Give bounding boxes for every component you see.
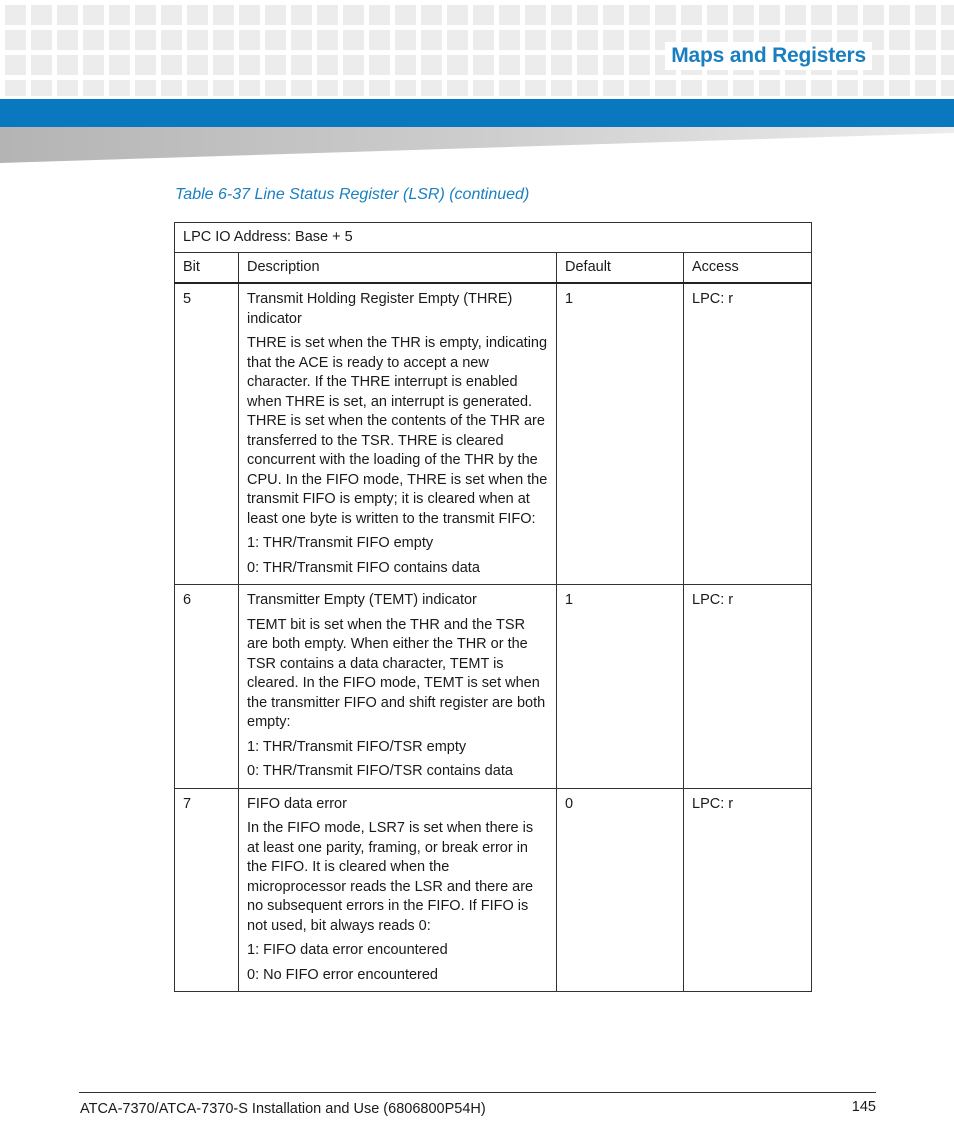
bit-cell: 6 — [175, 585, 239, 789]
column-header-bit: Bit — [175, 252, 239, 283]
register-table — [174, 222, 812, 992]
page-number: 145 — [851, 1099, 876, 1115]
address-cell: LPC IO Address: Base + 5 — [175, 223, 812, 253]
description-cell — [239, 788, 557, 992]
field-title: Transmit Holding Register Empty (THRE) indicator — [247, 291, 513, 327]
field-body: THRE is set when the THR is empty, indicating that the ACE is ready to accept a new character. If the THRE interrupt is enabled when THRE is set, an interrupt is generated. THRE is set when the contents of the THR are transferred to the TSR. THRE is cleared concurrent with the loading of the THR by the CPU. In the FIFO mode, THRE is set when the transmit FIFO is empty; it is cleared when at least one byte is written to the transmit FIFO: — [247, 335, 548, 527]
table-caption: Table 6-37 Line Status Register (LSR) (continued) — [175, 186, 530, 203]
field-title: Transmitter Empty (TEMT) indicator — [247, 592, 477, 608]
value-option: 1: FIFO data error encountered — [247, 942, 448, 958]
column-header-access: Access — [684, 252, 812, 283]
field-title: FIFO data error — [247, 795, 347, 812]
table-row — [175, 585, 812, 789]
value-option: 0: THR/Transmit FIFO contains data — [247, 559, 480, 576]
default-cell: 1 — [557, 585, 684, 789]
column-header-description: Description — [239, 252, 557, 283]
value-option: 1: THR/Transmit FIFO empty — [247, 535, 434, 551]
column-header-row — [175, 252, 812, 283]
header-band — [0, 99, 954, 127]
default-cell: 1 — [557, 283, 684, 585]
footer-rule — [79, 1092, 876, 1093]
header-wedge — [0, 127, 954, 165]
access-cell: LPC: r — [684, 585, 812, 789]
access-cell: LPC: r — [684, 788, 812, 992]
table-row — [175, 283, 812, 585]
column-header-default: Default — [557, 252, 684, 283]
default-cell: 0 — [557, 788, 684, 992]
table-row — [175, 788, 812, 992]
field-body: TEMT bit is set when the THR and the TSR are both empty. When either the THR or the TSR contains a data character, TEMT is cleared. In the FIFO mode, TEMT is set when the transmitter FIFO and shift register are both empty: — [247, 616, 546, 730]
access-cell: LPC: r — [684, 283, 812, 585]
section-title: Maps and Registers — [665, 42, 872, 70]
description-cell — [239, 585, 557, 789]
value-option: 0: THR/Transmit FIFO/TSR contains data — [247, 763, 513, 779]
address-row — [175, 223, 812, 253]
footer-document-title: ATCA-7370/ATCA-7370-S Installation and Use (6806800P54H) — [80, 1101, 486, 1117]
bit-cell: 5 — [175, 283, 239, 585]
bit-cell: 7 — [175, 788, 239, 992]
value-option: 0: No FIFO error encountered — [247, 966, 438, 983]
description-cell — [239, 283, 557, 585]
field-body: In the FIFO mode, LSR7 is set when there is at least one parity, framing, or break error in the FIFO. It is cleared when the microprocessor reads the LSR and there are no subsequent errors in the FIFO. If FIFO is not used, bit always reads 0: — [247, 820, 534, 934]
value-option: 1: THR/Transmit FIFO/TSR empty — [247, 738, 467, 755]
